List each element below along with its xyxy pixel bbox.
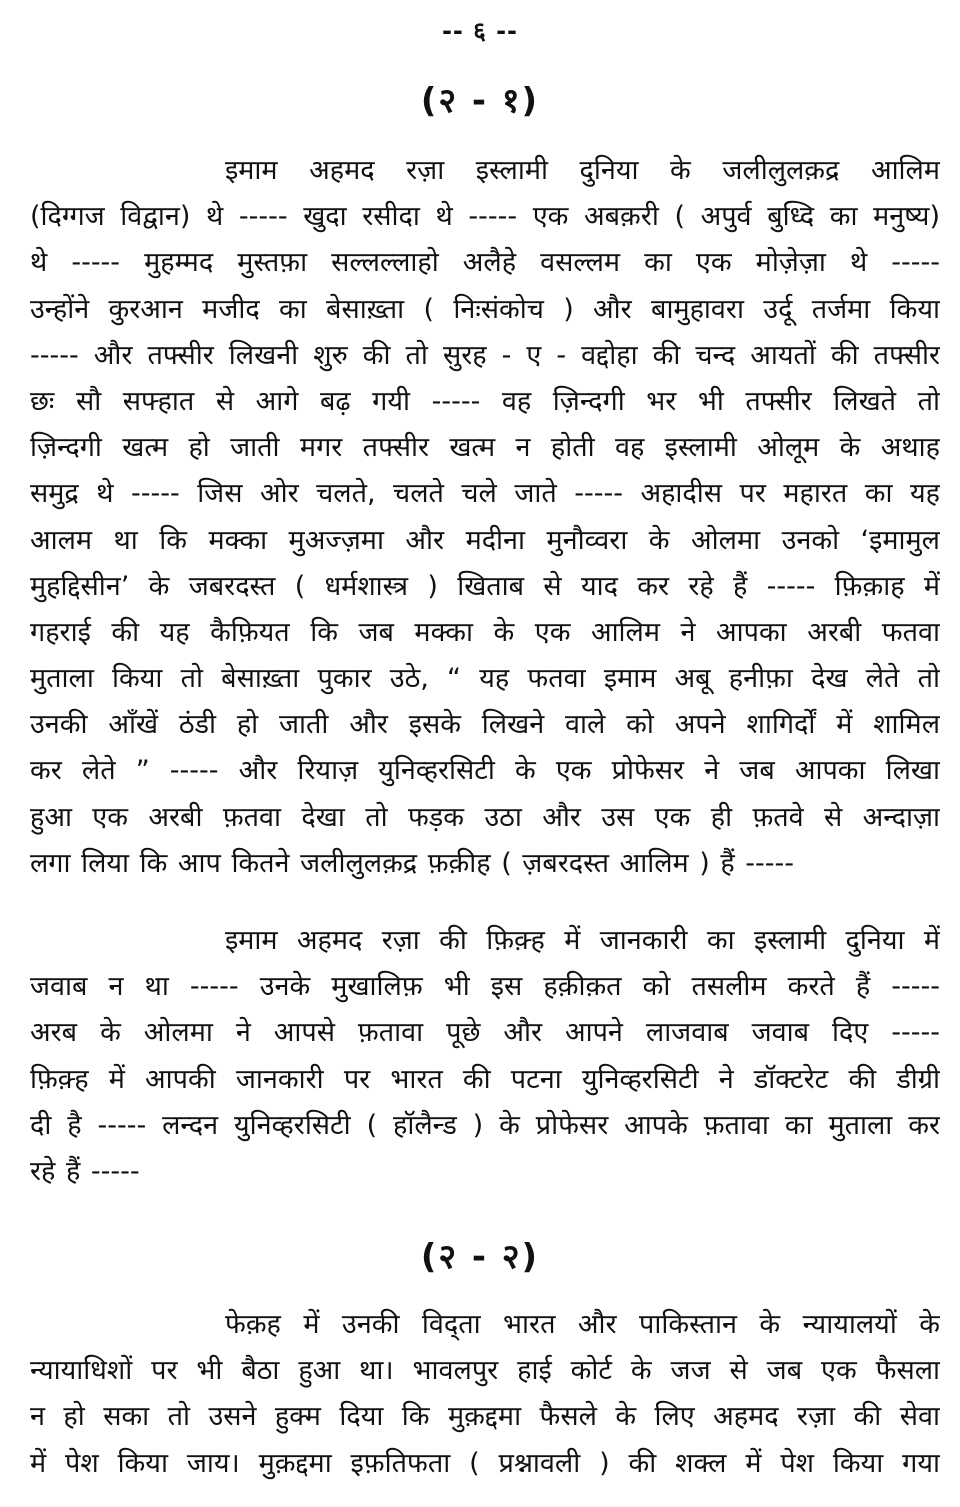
text-line: (दिग्गज विद्वान) थे ----- खुदा रसीदा थे ----- एक अबक़री ( अपुर्व बुध्दि का मनुष्य) bbox=[30, 201, 940, 233]
text-line: उनकी आँखें ठंडी हो जाती और इसके लिखने वाले को अपने शागिर्दों में शामिल bbox=[30, 709, 940, 741]
paragraph-2-1-b bbox=[30, 918, 940, 1195]
text-line: न हो सका तो उसने हुक्म दिया कि मुक़द्दमा फैसले के लिए अहमद रज़ा की सेवा bbox=[30, 1401, 940, 1433]
text-line: इमाम अहमद रज़ा की फ़िक़्ह में जानकारी का इस्लामी दुनिया में bbox=[225, 925, 940, 956]
text-line: फेक़ह में उनकी विद्ता भारत और पाकिस्तान के न्यायालयों के bbox=[225, 1309, 940, 1340]
text-line: छः सौ सफ्हात से आगे बढ़ गयी ----- वह ज़िन्दगी भर भी तफ्सीर लिखते तो bbox=[30, 385, 940, 417]
text-line: लगा लिया कि आप कितने जलीलुलक़द्र फ़क़ीह ( ज़बरदस्त आलिम ) हैं ----- bbox=[30, 847, 794, 879]
page-number: -- ६ -- bbox=[441, 17, 519, 45]
text-line: ----- और तफ्सीर लिखनी शुरु की तो सुरह - ए - वद्दोहा की चन्द आयतों की तफ्सीर bbox=[30, 339, 940, 371]
text-line: दी है ----- लन्दन युनिव्हरसिटी ( हॉलैन्ड ) के प्रोफेसर आपके फ़तावा का मुताला कर bbox=[30, 1109, 940, 1141]
text-line: मुताला किया तो बेसाख़्ता पुकार उठे, “ यह फतवा इमाम अबू हनीफ़ा देख लेते तो bbox=[30, 663, 940, 695]
text-line: समुद्र थे ----- जिस ओर चलते, चलते चले जाते ----- अहादीस पर महारत का यह bbox=[30, 478, 940, 510]
text-line: आलम था कि मक्का मुअज्ज़मा और मदीना मुनौव्वरा के ओलमा उनको ‘इमामुल bbox=[30, 524, 940, 556]
text-line: अरब के ओलमा ने आपसे फ़तावा पूछे और आपने लाजवाब जवाब दिए ----- bbox=[30, 1017, 940, 1049]
text-line: गहराई की यह कैफ़ियत कि जब मक्का के एक आलिम ने आपका अरबी फतवा bbox=[30, 616, 940, 648]
section-heading-2-1: (२ - १) bbox=[420, 81, 540, 121]
text-line: थे ----- मुहम्मद मुस्तफ़ा सल्लल्लाहो अलैहे वसल्लम का एक मोज़ेज़ा थे ----- bbox=[30, 247, 940, 279]
text-line: फ़िक़्ह में आपकी जानकारी पर भारत की पटना युनिव्हरसिटी ने डॉक्टरेट की डीग्री bbox=[30, 1063, 940, 1095]
text-line: उन्होंने कुरआन मजीद का बेसाख़्ता ( निःसंकोच ) और बामुहावरा उर्दू तर्जमा किया bbox=[30, 293, 940, 325]
text-line: कर लेते ” ----- और रियाज़ युनिव्हरसिटी के एक प्रोफेसर ने जब आपका लिखा bbox=[30, 755, 940, 787]
paragraph-2-1-a bbox=[30, 148, 940, 887]
text-line: रहे हैं ----- bbox=[30, 1155, 140, 1187]
text-line: इमाम अहमद रज़ा इस्लामी दुनिया के जलीलुलक़द्र आलिम bbox=[225, 155, 940, 186]
paragraph-2-2-a bbox=[30, 1302, 940, 1487]
text-line: में पेश किया जाय। मुक़द्दमा इफ़तिफता ( प्रश्नावली ) की शक्ल में पेश किया गया bbox=[30, 1447, 940, 1479]
section-heading-2-2: (२ - २) bbox=[420, 1237, 540, 1277]
text-line: न्यायाधिशों पर भी बैठा हुआ था। भावलपुर हाई कोर्ट के जज से जब एक फैसला bbox=[30, 1355, 940, 1387]
text-line: मुहद्दिसीन’ के जबरदस्त ( धर्मशास्त्र ) खिताब से याद कर रहे हैं ----- फ़िक़ाह में bbox=[30, 570, 940, 602]
text-line: हुआ एक अरबी फ़तवा देखा तो फड़क उठा और उस एक ही फ़तवे से अन्दाज़ा bbox=[30, 801, 940, 833]
text-line: ज़िन्दगी खत्म हो जाती मगर तफ्सीर खत्म न होती वह इस्लामी ओलूम के अथाह bbox=[30, 432, 940, 464]
text-line: जवाब न था ----- उनके मुखालिफ़ भी इस हक़ीक़त को तसलीम करते हैं ----- bbox=[30, 971, 940, 1003]
